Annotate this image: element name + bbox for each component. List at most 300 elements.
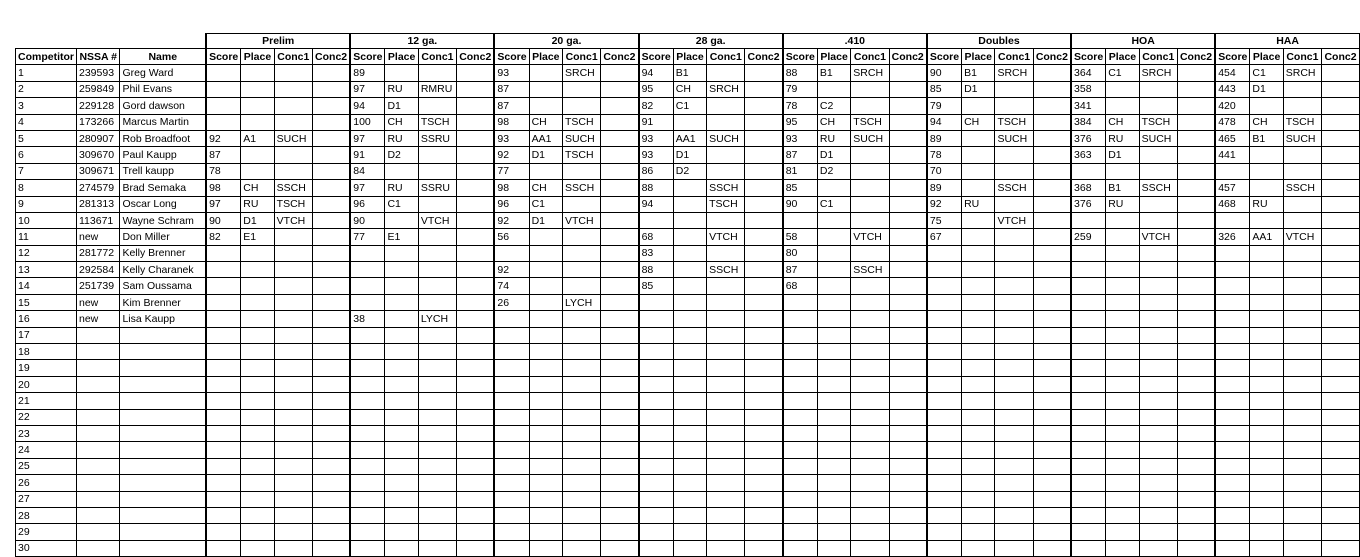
prelim-score-cell — [206, 393, 241, 409]
hoa-conc2-cell — [1177, 229, 1215, 245]
20-ga-conc1-cell: SUCH — [562, 130, 600, 146]
12-ga-place-cell — [385, 294, 418, 310]
competitor-number-cell: 16 — [16, 311, 77, 327]
20-ga-conc2-cell — [601, 442, 639, 458]
410-score-cell — [783, 540, 818, 556]
doubles-conc1-cell: TSCH — [995, 114, 1033, 130]
410-score-cell — [783, 294, 818, 310]
28-ga-place-cell — [673, 376, 706, 392]
prelim-conc1-cell — [274, 475, 312, 491]
prelim-conc1-cell — [274, 147, 312, 163]
haa-place-cell — [1250, 147, 1283, 163]
hoa-conc1-cell — [1139, 409, 1177, 425]
410-place-cell — [817, 507, 850, 523]
410-conc1-cell — [851, 458, 889, 474]
competitor-row — [16, 409, 1360, 425]
12-ga-conc2-cell — [457, 229, 495, 245]
12-ga-score-cell — [350, 344, 385, 360]
competitor-name-cell — [120, 344, 206, 360]
410-score-cell — [783, 360, 818, 376]
410-score-cell — [783, 344, 818, 360]
12-ga-conc1-cell — [418, 147, 456, 163]
haa-conc2-cell — [1322, 491, 1360, 507]
doubles-score-cell: 94 — [927, 114, 962, 130]
28-ga-conc1-cell — [707, 344, 745, 360]
28-ga-place-cell — [673, 196, 706, 212]
12-ga-conc1-cell — [418, 442, 456, 458]
prelim-place-cell — [241, 278, 274, 294]
hoa-conc2-cell — [1177, 212, 1215, 228]
12-ga-place-cell — [385, 163, 418, 179]
12-ga-conc1-cell — [418, 491, 456, 507]
prelim-score-cell — [206, 311, 241, 327]
410-score-cell: 58 — [783, 229, 818, 245]
28-ga-score-cell — [639, 442, 674, 458]
haa-place-cell — [1250, 458, 1283, 474]
prelim-score-cell — [206, 294, 241, 310]
haa-conc1-cell: TSCH — [1283, 114, 1321, 130]
haa-conc1-cell — [1283, 393, 1321, 409]
haa-score-cell — [1215, 442, 1250, 458]
haa-conc1-cell — [1283, 98, 1321, 114]
20-ga-score-cell — [494, 245, 529, 261]
20-ga-place-cell: D1 — [529, 212, 562, 228]
12-ga-conc2-cell — [457, 196, 495, 212]
hoa-conc1-cell — [1139, 425, 1177, 441]
haa-score-cell: 443 — [1215, 81, 1250, 97]
28-ga-conc1-cell — [707, 442, 745, 458]
nssa-number-cell — [77, 327, 120, 343]
hoa-conc1-cell: SRCH — [1139, 65, 1177, 81]
12-ga-place-cell — [385, 540, 418, 556]
doubles-conc1-cell — [995, 278, 1033, 294]
haa-conc1-cell — [1283, 344, 1321, 360]
competitor-row — [16, 507, 1360, 523]
hoa-place-cell — [1106, 163, 1139, 179]
28-ga-place-cell — [673, 245, 706, 261]
haa-score-cell: 465 — [1215, 130, 1250, 146]
prelim-conc2-cell — [312, 442, 350, 458]
doubles-score-cell — [927, 507, 962, 523]
doubles-place-cell — [962, 458, 995, 474]
haa-conc2-cell — [1322, 262, 1360, 278]
haa-conc1-cell — [1283, 294, 1321, 310]
12-ga-score-cell — [350, 393, 385, 409]
prelim-score-cell — [206, 327, 241, 343]
competitor-name-cell — [120, 442, 206, 458]
410-score-cell — [783, 425, 818, 441]
28-ga-place-cell: CH — [673, 81, 706, 97]
20-ga-score-cell — [494, 360, 529, 376]
prelim-conc2-cell — [312, 344, 350, 360]
12-ga-place-cell: RU — [385, 130, 418, 146]
prelim-conc2-cell — [312, 311, 350, 327]
hoa-score-cell — [1071, 507, 1106, 523]
28-ga-place-cell — [673, 294, 706, 310]
competitor-name-cell: Kelly Charanek — [120, 262, 206, 278]
conc1-column-header: Conc1 — [707, 49, 745, 65]
doubles-conc2-cell — [1033, 180, 1071, 196]
prelim-conc2-cell — [312, 294, 350, 310]
28-ga-conc1-cell: SSCH — [707, 180, 745, 196]
hoa-conc1-cell — [1139, 294, 1177, 310]
410-conc1-cell — [851, 540, 889, 556]
haa-conc1-cell — [1283, 278, 1321, 294]
28-ga-conc2-cell — [745, 344, 783, 360]
doubles-conc2-cell — [1033, 245, 1071, 261]
28-ga-score-cell: 91 — [639, 114, 674, 130]
hoa-place-cell — [1106, 491, 1139, 507]
28-ga-place-cell — [673, 311, 706, 327]
event-header-prelim: Prelim — [206, 34, 350, 49]
410-conc2-cell — [889, 442, 927, 458]
12-ga-score-cell: 94 — [350, 98, 385, 114]
28-ga-score-cell — [639, 475, 674, 491]
competitor-number-cell: 10 — [16, 212, 77, 228]
28-ga-conc2-cell — [745, 524, 783, 540]
410-place-cell — [817, 245, 850, 261]
prelim-score-cell — [206, 540, 241, 556]
hoa-place-cell — [1106, 294, 1139, 310]
12-ga-conc2-cell — [457, 262, 495, 278]
20-ga-place-cell — [529, 344, 562, 360]
20-ga-place-cell — [529, 393, 562, 409]
28-ga-conc1-cell: VTCH — [707, 229, 745, 245]
hoa-conc1-cell — [1139, 163, 1177, 179]
28-ga-conc1-cell: TSCH — [707, 196, 745, 212]
20-ga-conc1-cell — [562, 245, 600, 261]
410-conc1-cell — [851, 98, 889, 114]
haa-score-cell: 420 — [1215, 98, 1250, 114]
12-ga-conc2-cell — [457, 458, 495, 474]
410-score-cell — [783, 524, 818, 540]
20-ga-score-cell: 92 — [494, 262, 529, 278]
20-ga-conc2-cell — [601, 376, 639, 392]
competitor-name-cell: Paul Kaupp — [120, 147, 206, 163]
competitor-row — [16, 114, 1360, 130]
competitor-number-cell: 15 — [16, 294, 77, 310]
hoa-conc1-cell: SUCH — [1139, 130, 1177, 146]
doubles-conc1-cell — [995, 458, 1033, 474]
competitor-row — [16, 65, 1360, 81]
competitor-row — [16, 393, 1360, 409]
doubles-conc1-cell: SSCH — [995, 180, 1033, 196]
hoa-score-cell — [1071, 458, 1106, 474]
20-ga-score-cell: 93 — [494, 130, 529, 146]
prelim-place-cell — [241, 442, 274, 458]
prelim-place-cell — [241, 360, 274, 376]
prelim-score-cell: 90 — [206, 212, 241, 228]
28-ga-conc2-cell — [745, 229, 783, 245]
haa-conc1-cell — [1283, 360, 1321, 376]
haa-conc2-cell — [1322, 409, 1360, 425]
20-ga-score-cell — [494, 540, 529, 556]
haa-score-cell: 441 — [1215, 147, 1250, 163]
haa-conc2-cell — [1322, 524, 1360, 540]
410-conc1-cell — [851, 163, 889, 179]
prelim-place-cell — [241, 524, 274, 540]
20-ga-conc1-cell — [562, 442, 600, 458]
prelim-conc1-cell — [274, 81, 312, 97]
28-ga-conc2-cell — [745, 180, 783, 196]
410-score-cell: 78 — [783, 98, 818, 114]
20-ga-conc1-cell — [562, 376, 600, 392]
12-ga-score-cell: 97 — [350, 130, 385, 146]
hoa-conc2-cell — [1177, 376, 1215, 392]
conc2-column-header: Conc2 — [889, 49, 927, 65]
20-ga-score-cell — [494, 327, 529, 343]
20-ga-conc1-cell — [562, 327, 600, 343]
410-conc2-cell — [889, 147, 927, 163]
12-ga-conc1-cell — [418, 294, 456, 310]
12-ga-place-cell — [385, 425, 418, 441]
haa-place-cell — [1250, 245, 1283, 261]
hoa-place-cell — [1106, 245, 1139, 261]
410-conc1-cell — [851, 212, 889, 228]
28-ga-score-cell — [639, 327, 674, 343]
haa-conc2-cell — [1322, 311, 1360, 327]
prelim-score-cell — [206, 278, 241, 294]
410-conc2-cell — [889, 425, 927, 441]
410-score-cell: 85 — [783, 180, 818, 196]
prelim-conc1-cell — [274, 294, 312, 310]
28-ga-conc2-cell — [745, 409, 783, 425]
28-ga-place-cell — [673, 262, 706, 278]
hoa-place-cell: CH — [1106, 114, 1139, 130]
410-score-cell — [783, 475, 818, 491]
prelim-score-cell — [206, 425, 241, 441]
hoa-conc1-cell — [1139, 245, 1177, 261]
competitor-row — [16, 180, 1360, 196]
nssa-number-cell — [77, 442, 120, 458]
28-ga-score-cell — [639, 212, 674, 228]
haa-conc1-cell — [1283, 262, 1321, 278]
hoa-conc2-cell — [1177, 475, 1215, 491]
competitor-row — [16, 458, 1360, 474]
competitor-number-cell: 13 — [16, 262, 77, 278]
haa-conc1-cell — [1283, 81, 1321, 97]
410-conc2-cell — [889, 294, 927, 310]
12-ga-score-cell — [350, 491, 385, 507]
competitor-row — [16, 311, 1360, 327]
prelim-place-cell — [241, 376, 274, 392]
410-conc2-cell — [889, 278, 927, 294]
12-ga-conc2-cell — [457, 180, 495, 196]
haa-conc1-cell — [1283, 524, 1321, 540]
doubles-score-cell — [927, 409, 962, 425]
competitor-name-cell — [120, 409, 206, 425]
haa-place-cell — [1250, 540, 1283, 556]
prelim-conc1-cell — [274, 425, 312, 441]
prelim-place-cell — [241, 491, 274, 507]
nssa-number-cell — [77, 475, 120, 491]
hoa-place-cell — [1106, 393, 1139, 409]
12-ga-place-cell — [385, 475, 418, 491]
20-ga-conc1-cell — [562, 507, 600, 523]
hoa-score-cell — [1071, 475, 1106, 491]
doubles-conc2-cell — [1033, 327, 1071, 343]
20-ga-place-cell — [529, 360, 562, 376]
410-conc1-cell: VTCH — [851, 229, 889, 245]
competitor-number-cell: 1 — [16, 65, 77, 81]
doubles-place-cell — [962, 524, 995, 540]
doubles-score-cell — [927, 376, 962, 392]
doubles-conc2-cell — [1033, 81, 1071, 97]
competitor-number-cell: 2 — [16, 81, 77, 97]
410-conc1-cell — [851, 180, 889, 196]
haa-conc1-cell — [1283, 540, 1321, 556]
410-conc1-cell — [851, 376, 889, 392]
12-ga-conc1-cell — [418, 229, 456, 245]
12-ga-place-cell — [385, 442, 418, 458]
410-place-cell: D2 — [817, 163, 850, 179]
28-ga-conc2-cell — [745, 294, 783, 310]
haa-conc2-cell — [1322, 81, 1360, 97]
20-ga-conc2-cell — [601, 81, 639, 97]
28-ga-conc2-cell — [745, 98, 783, 114]
event-header-20-ga: 20 ga. — [494, 34, 638, 49]
haa-place-cell — [1250, 262, 1283, 278]
410-score-cell: 93 — [783, 130, 818, 146]
competitor-number-cell: 28 — [16, 507, 77, 523]
20-ga-conc2-cell — [601, 98, 639, 114]
410-place-cell: RU — [817, 130, 850, 146]
event-header-haa: HAA — [1215, 34, 1359, 49]
hoa-conc2-cell — [1177, 458, 1215, 474]
12-ga-conc1-cell — [418, 245, 456, 261]
doubles-conc1-cell — [995, 540, 1033, 556]
410-conc1-cell — [851, 425, 889, 441]
20-ga-score-cell: 87 — [494, 81, 529, 97]
hoa-conc1-cell — [1139, 98, 1177, 114]
410-place-cell — [817, 81, 850, 97]
12-ga-conc2-cell — [457, 425, 495, 441]
hoa-score-cell — [1071, 491, 1106, 507]
doubles-place-cell — [962, 180, 995, 196]
prelim-conc2-cell — [312, 425, 350, 441]
doubles-conc2-cell — [1033, 458, 1071, 474]
prelim-place-cell — [241, 163, 274, 179]
12-ga-place-cell — [385, 393, 418, 409]
28-ga-conc2-cell — [745, 163, 783, 179]
haa-place-cell — [1250, 376, 1283, 392]
prelim-conc1-cell — [274, 114, 312, 130]
28-ga-score-cell — [639, 425, 674, 441]
12-ga-score-cell — [350, 262, 385, 278]
competitor-row — [16, 475, 1360, 491]
prelim-place-cell — [241, 262, 274, 278]
410-conc1-cell — [851, 409, 889, 425]
410-place-cell — [817, 212, 850, 228]
hoa-conc1-cell — [1139, 344, 1177, 360]
prelim-conc1-cell — [274, 229, 312, 245]
20-ga-score-cell — [494, 524, 529, 540]
prelim-score-cell: 97 — [206, 196, 241, 212]
hoa-score-cell — [1071, 409, 1106, 425]
20-ga-conc1-cell — [562, 163, 600, 179]
haa-conc1-cell — [1283, 376, 1321, 392]
haa-conc1-cell — [1283, 196, 1321, 212]
410-place-cell — [817, 229, 850, 245]
nssa-number-cell: 309670 — [77, 147, 120, 163]
20-ga-place-cell — [529, 294, 562, 310]
hoa-score-cell: 259 — [1071, 229, 1106, 245]
hoa-score-cell — [1071, 212, 1106, 228]
12-ga-conc1-cell — [418, 196, 456, 212]
doubles-conc1-cell — [995, 311, 1033, 327]
hoa-place-cell — [1106, 507, 1139, 523]
20-ga-conc1-cell — [562, 425, 600, 441]
20-ga-score-cell — [494, 311, 529, 327]
20-ga-conc2-cell — [601, 196, 639, 212]
place-column-header: Place — [962, 49, 995, 65]
nssa-number-cell — [77, 425, 120, 441]
nssa-number-cell: new — [77, 311, 120, 327]
410-place-cell — [817, 491, 850, 507]
doubles-conc2-cell — [1033, 278, 1071, 294]
12-ga-conc1-cell — [418, 524, 456, 540]
competitor-number-cell: 30 — [16, 540, 77, 556]
competitor-name-cell: Gord dawson — [120, 98, 206, 114]
haa-score-cell: 457 — [1215, 180, 1250, 196]
haa-conc1-cell — [1283, 475, 1321, 491]
haa-score-cell: 326 — [1215, 229, 1250, 245]
haa-score-cell: 478 — [1215, 114, 1250, 130]
competitor-name-cell: Brad Semaka — [120, 180, 206, 196]
competitor-number-cell: 8 — [16, 180, 77, 196]
20-ga-score-cell — [494, 409, 529, 425]
doubles-score-cell: 67 — [927, 229, 962, 245]
nssa-number-cell — [77, 344, 120, 360]
competitor-number-cell: 11 — [16, 229, 77, 245]
competitor-number-cell: 5 — [16, 130, 77, 146]
competitor-number-cell: 4 — [16, 114, 77, 130]
competitor-number-cell: 18 — [16, 344, 77, 360]
410-place-cell — [817, 262, 850, 278]
prelim-conc1-cell — [274, 344, 312, 360]
conc1-column-header: Conc1 — [418, 49, 456, 65]
12-ga-score-cell — [350, 442, 385, 458]
410-conc2-cell — [889, 376, 927, 392]
12-ga-conc1-cell — [418, 475, 456, 491]
nssa-number-cell — [77, 458, 120, 474]
hoa-place-cell: RU — [1106, 130, 1139, 146]
doubles-place-cell — [962, 540, 995, 556]
haa-conc1-cell — [1283, 507, 1321, 523]
12-ga-conc2-cell — [457, 212, 495, 228]
doubles-place-cell — [962, 245, 995, 261]
prelim-conc2-cell — [312, 229, 350, 245]
28-ga-place-cell — [673, 409, 706, 425]
prelim-place-cell — [241, 344, 274, 360]
prelim-score-cell — [206, 344, 241, 360]
competitor-name-cell — [120, 540, 206, 556]
28-ga-conc2-cell — [745, 65, 783, 81]
haa-score-cell — [1215, 475, 1250, 491]
haa-conc2-cell — [1322, 245, 1360, 261]
20-ga-conc1-cell — [562, 475, 600, 491]
doubles-score-cell — [927, 442, 962, 458]
410-conc1-cell — [851, 360, 889, 376]
410-place-cell — [817, 360, 850, 376]
competitor-row — [16, 81, 1360, 97]
haa-place-cell — [1250, 163, 1283, 179]
haa-score-cell — [1215, 163, 1250, 179]
410-conc2-cell — [889, 180, 927, 196]
competitor-name-cell: Lisa Kaupp — [120, 311, 206, 327]
hoa-conc2-cell — [1177, 163, 1215, 179]
hoa-place-cell — [1106, 81, 1139, 97]
